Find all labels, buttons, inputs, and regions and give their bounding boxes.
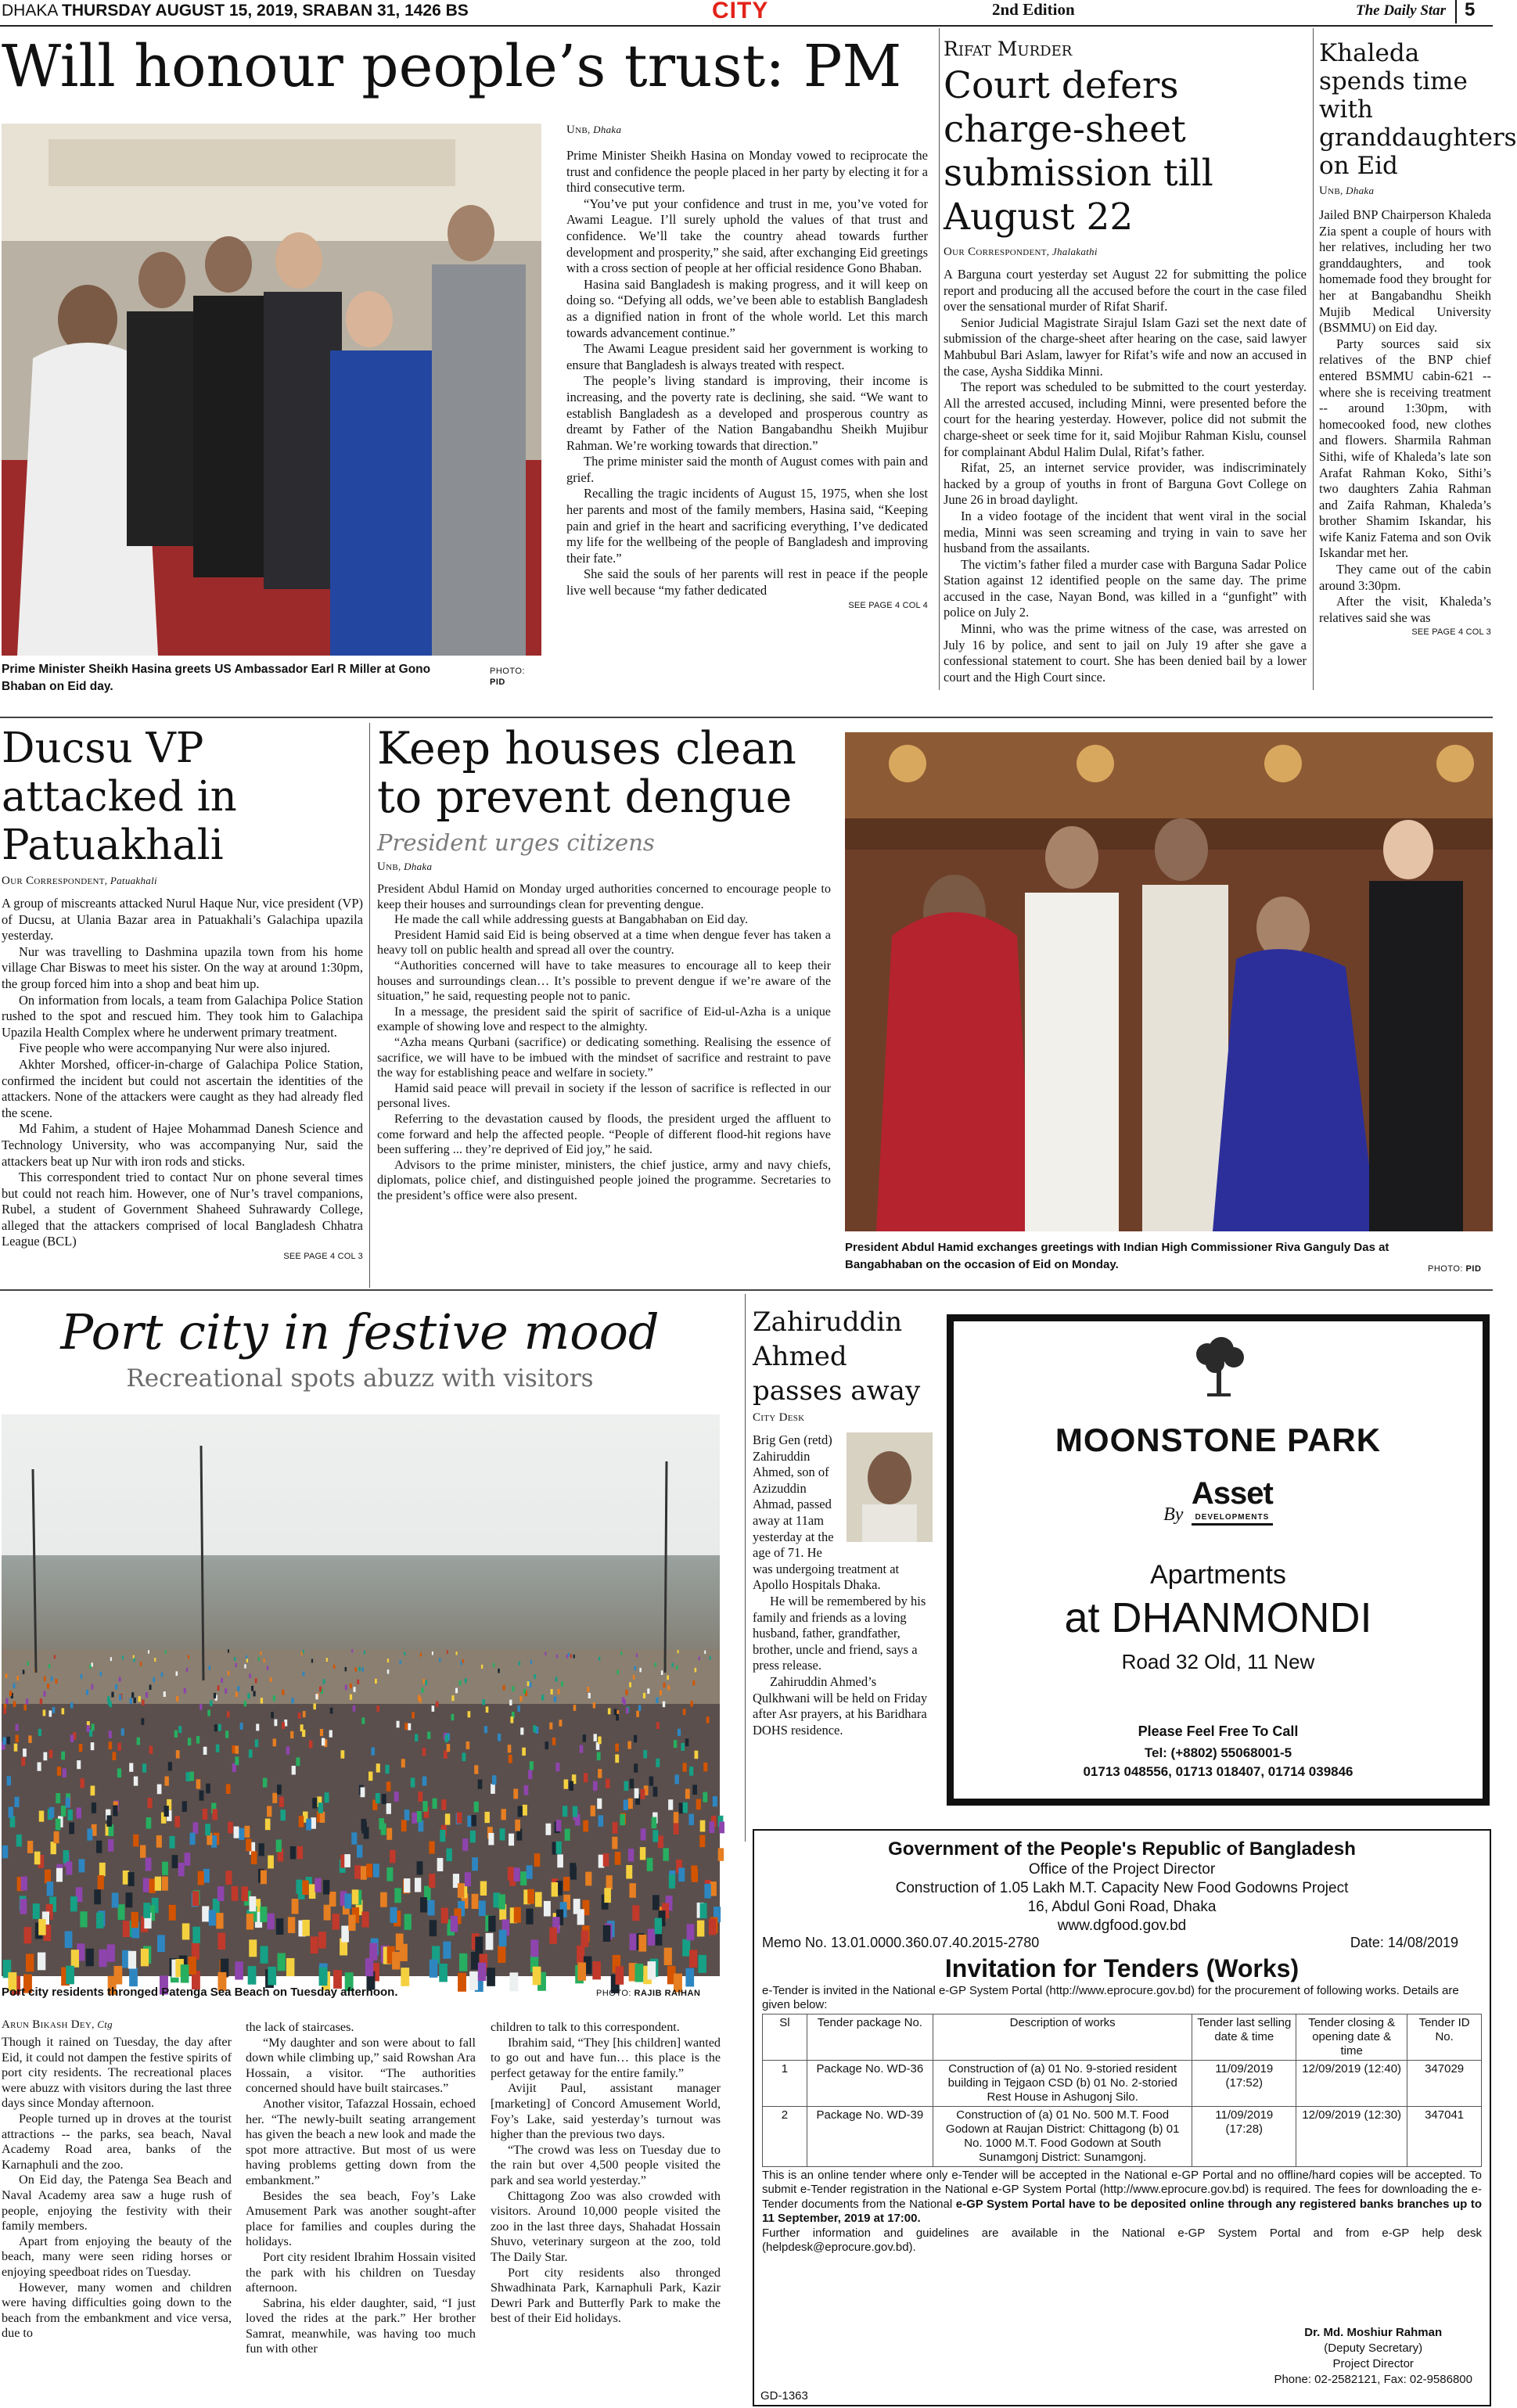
table-cell: Package No. WD-36 <box>807 2061 933 2107</box>
ducsu-story <box>2 724 363 1288</box>
paragraph: President Hamid said Eid is being observed at a time when dengue fever has taken a heavy toll on public health and spread all over the country. <box>377 927 831 958</box>
dengue-headline: Keep houses clean to prevent dengue <box>377 723 796 823</box>
paragraph: Brig Gen (retd) Zahiruddin Ahmed, son of Azizuddin Ahmad, passed away at 11am yesterday at the age of 71. He was undergoing treatment at Apollo Hospitals Dhaka. <box>753 1432 900 1593</box>
table-cell: 12/09/2019 (12:40) <box>1296 2061 1407 2107</box>
khaleda-story <box>1319 39 1517 701</box>
moonstone-tel: Tel: (+8802) 55068001-5 <box>1144 1745 1292 1760</box>
tender-address: 16, Abdul Goni Road, Dhaka <box>1027 1899 1217 1915</box>
beach-photo-caption: Port city residents thronged Patenga Sea Beach on Tuesday afternoon. <box>2 1986 398 1999</box>
section-label: CITY <box>712 0 769 23</box>
tender-column-header: Sl <box>763 2014 807 2061</box>
tree-logo-icon <box>1184 1339 1254 1401</box>
moonstone-brand: MOONSTONE PARK <box>1055 1421 1382 1458</box>
paragraph: Rifat, 25, an internet service provider, was indiscriminately hacked by a group of youths in front of Barguna Govt College on June 26 in broad daylight. <box>944 460 1307 508</box>
tender-column-header: Description of works <box>933 2014 1192 2061</box>
table-cell: Construction of (a) 01 No. 9-storied resident building in Tejgaon CSD (b) 01 No. 2-storied Rest House in Ashugonj Silo. <box>933 2061 1192 2107</box>
zahir-photo <box>847 1432 933 1542</box>
beach-photo <box>2 1414 720 1976</box>
table-cell: 12/09/2019 (12:30) <box>1296 2107 1407 2167</box>
paragraph: children to talk to this correspondent. <box>491 2020 680 2034</box>
zahir-story <box>753 1305 933 1821</box>
ducsu-byline: Our Correspondent, Patuakhali <box>2 875 157 887</box>
page-number-value: 5 <box>1465 0 1476 20</box>
paragraph: The victim’s father filed a murder case with Barguna Sadar Police Station against 12 identified people on the same day. The prime accused in the case, Nayan Bond, was killed in a “gunfight” with police on July 2. <box>944 556 1307 620</box>
table-cell: 11/09/2019 (17:28) <box>1192 2107 1296 2167</box>
paragraph: Advisors to the prime minister, ministers, the chief justice, army and navy chiefs, diplomats, police chief, and distinguished people joined the programme. Secretaries to the president’s office were also present. <box>377 1157 831 1202</box>
paragraph: On information from locals, a team from Galachipa Police Station rushed to the spot and rescued him. They took him to Galachipa Upazila Health Complex where he underwent primary treatment. <box>2 992 363 1040</box>
edition-label: 2nd Edition <box>992 0 1075 19</box>
paragraph: In a video footage of the incident that went viral in the social media, Minni was seen screaming and trying in vain to save her husband from the assailants. <box>944 508 1307 556</box>
table-row <box>763 2107 1482 2167</box>
paragraph: In a message, the president said the spirit of sacrifice of Eid-ul-Azha is a unique example of showing love and respect to the almighty. <box>377 1004 831 1034</box>
moonstone-line2: at DHANMONDI <box>1064 1594 1372 1641</box>
paragraph: Recalling the tragic incidents of August 15, 1975, when she lost her parents and most of the family members, Hasina said, “Keeping pain and grief in the heart and sacrificing everything, I’ve dedicated my life for the wellbeing of the people of Bangladesh and improving their fate.” <box>566 486 928 566</box>
table-cell: 11/09/2019 (17:52) <box>1192 2061 1296 2107</box>
tender-date: Date: 14/08/2019 <box>1350 1935 1458 1950</box>
paragraph: He made the call while addressing guests at Bangabhaban on Eid day. <box>394 912 749 927</box>
tender-intro: e-Tender is invited in the National e-GP System Portal (http://www.eprocure.gov.bd) for the procurement of following works. Details are given below: <box>762 1984 1459 2011</box>
paragraph: Party sources said six relatives of the BNP chief entered BSMMU cabin-621 -- where she is receiving treatment -- around 1:30pm, with homecooked food, new clothes and flowers. Sharmila Rahman Sithi, wife of Khaleda’s late son Arafat Rahman Koko, Sithi’s two daughters Zahia Rahman and Zaifa Rahman, Khaleda’s brother Shamim Iskandar, his wife Kaniz Fatema and son Ovik Iskandar met her. <box>1319 336 1491 561</box>
tender-column-header: Tender last selling date & time <box>1192 2014 1296 2061</box>
tender-ad <box>753 1829 1491 2406</box>
tender-column-header: Tender ID No. <box>1407 2014 1482 2061</box>
paragraph: Another visitor, Tafazzal Hossain, echoed her. “The newly-built seating arrangement has given the beach a new look and made the spot more attractive. But most of us were having problems getting down from the embankment.” <box>246 2096 476 2187</box>
paragraph: Apart from enjoying the beauty of the beach, many were seen riding horses or enjoying speedboat rides on Tuesday. <box>2 2234 232 2279</box>
paragraph: On Eid day, the Patenga Sea Beach and Naval Academy area saw a huge rush of people, enjoying the festivity with their family members. <box>2 2173 232 2234</box>
tender-table <box>762 2014 1482 2167</box>
table-cell: 1 <box>763 2061 807 2107</box>
tender-gov: Government of the People's Republic of Bangladesh <box>888 1838 1356 1860</box>
khaleda-byline: Unb, Dhaka <box>1319 185 1375 197</box>
paragraph: A group of miscreants attacked Nurul Haque Nur, vice president (VP) of Ducsu, at Ulania Bazar area in Patuakhali’s Galachipa upazila yesterday. <box>2 896 363 943</box>
paragraph: Port city resident Ibrahim Hossain visited the park with his children on Tuesday afternoon. <box>246 2249 476 2295</box>
paragraph: Five people who were accompanying Nur were also injured. <box>19 1040 331 1056</box>
port-deck: Recreational spots abuzz with visitors <box>126 1364 594 1393</box>
president-photo <box>845 732 1493 1231</box>
paragraph: Avijit Paul, assistant manager [marketing] of Concord Amusement World, Foy’s Lake, said yesterday’s turnout was higher than the previous two days. <box>491 2081 721 2142</box>
paragraph: They came out of the cabin around 3:30pm. <box>1319 562 1491 593</box>
pm-photo-credit: PHOTO: PID <box>490 667 525 687</box>
moonstone-road: Road 32 Old, 11 New <box>1121 1650 1315 1673</box>
paragraph: After the visit, Khaleda’s relatives said she was <box>1319 594 1491 625</box>
khaleda-continued: SEE PAGE 4 COL 3 <box>1411 627 1491 638</box>
paragraph: The people’s living standard is improving, their income is increasing, and the poverty rate is declining, she said. “We want to establish Bangladesh as a developed and prosperous country as dreamt by Father of the Nation Bangabandhu Sheikh Mujibur Rahman. We’re working towards that direction.” <box>566 373 928 453</box>
paragraph: She said the souls of her parents will rest in peace if the people live well because “my father dedicated <box>566 566 928 598</box>
pm-photo-caption: Prime Minister Sheikh Hasina greets US Ambassador Earl R Miller at Gono Bhaban on Eid day. <box>2 663 431 693</box>
paragraph: People turned up in droves at the tourist attractions -- the parks, sea beach, Naval Academy Road area, banks of the Karnaphuli and the zoo. <box>2 2111 232 2172</box>
zahir-headline: Zahiruddin Ahmed passes away <box>753 1306 921 1407</box>
dengue-byline: Unb, Dhaka <box>377 861 433 873</box>
table-cell: Package No. WD-39 <box>807 2107 933 2167</box>
beach-photo-credit: PHOTO: RAJIB RAIHAN <box>596 1989 701 1998</box>
paragraph: Jailed BNP Chairperson Khaleda Zia spent a couple of hours with her relatives, including her two granddaughters, and took homemade food they brought for her at Bangabandhu Sheikh Mujib Medical University (BSMMU) on Eid day. <box>1319 207 1491 336</box>
tender-ref: GD-1363 <box>760 2389 808 2403</box>
paragraph: Port city residents also thronged Shwadhinata Park, Karnaphuli Park, Kazir Dewri Park and Butterfly Park to make the best of their Eid holidays. <box>491 2265 721 2326</box>
table-row <box>763 2061 1482 2107</box>
paragraph: “The crowd was less on Tuesday due to the rain but over 4,500 people visited the park and sea world yesterday.” <box>491 2142 721 2187</box>
pm-headline: Will honour people’s trust: PM <box>2 33 902 100</box>
asset-logo: Asset DEVELOPMENTS <box>1192 1478 1273 1526</box>
paragraph: “Authorities concerned will have to take measures to encourage all to keep their houses and surroundings clean… It’s possible to prevent dengue if we’re aware of the situation,” he said, requesting people not to panic. <box>377 958 831 1004</box>
tender-notes: This is an online tender where only e-Tender will be accepted in the National e-GP Portal and no offline/hard copies will be accepted. To submit e-Tender registration in the National e-GP System Portal (http://www.eprocure.gov.bd) is required. The fees for downloading the e-Tender documents from the National e-GP System Portal have to be deposited online through any registered banks branches up to 11 September, 2019 at 17:00. Further information and guidelines are available in the National e-GP System Portal and from e-GP help desk (helpdesk@eprocure.gov.bd). <box>762 2169 1483 2255</box>
dengue-deck: President urges citizens <box>377 829 655 856</box>
paragraph: Sabrina, his elder daughter, said, “I just loved the rides at the park.” Her brother Samrat, meanwhile, was having too much fun with other <box>246 2295 476 2356</box>
paragraph: Ibrahim said, “They [his children] wanted to go out and have fun… this place is the perfect getaway for the entire family.” <box>491 2035 721 2080</box>
paragraph: The Awami League president said her government is working to ensure that Bangladesh is always treated with respect. <box>566 341 928 372</box>
paragraph: Minni, who was the prime witness of the case, was arrested on July 16 by police, and sent to jail on July 19 after she gave a confessional statement to court. She has been denied bail by a lower court and the High Court since. <box>944 621 1307 685</box>
tender-memo: Memo No. 13.01.0000.360.07.40.2015-2780 <box>762 1935 1040 1950</box>
paragraph: However, many women and children were having difficulties going down to the beach from the embankment and vice versa, due to <box>2 2280 232 2341</box>
pm-byline: Unb, Dhaka <box>566 124 622 136</box>
tender-signer: Dr. Md. Moshiur Rahman (Deputy Secretary) Project Director Phone: 02-2582121, Fax: 02-9586800 <box>1274 2326 1472 2386</box>
paragraph: Prime Minister Sheikh Hasina on Monday vowed to reciprocate the trust and confidence the people placed in her party by electing it for a third consecutive term. <box>566 148 928 196</box>
table-cell: 347029 <box>1407 2061 1482 2107</box>
tender-title: Invitation for Tenders (Works) <box>944 1954 1300 1982</box>
paragraph: A Barguna court yesterday set August 22 for submitting the police report and producing all the accused before the court in the case filed over the sensational murder of Rifat Sharif. <box>944 267 1307 314</box>
paragraph: Chittagong Zoo was also crowded with visitors. Around 10,000 people visited the zoo in the last three days, Shahadat Hossain Shuvo, veterinary surgeon at the zoo, told The Daily Star. <box>491 2188 721 2264</box>
moonstone-mobiles: 01713 048556, 01713 018407, 01714 039846 <box>1083 1764 1353 1779</box>
moonstone-ad <box>947 1314 1490 1806</box>
table-cell: 2 <box>763 2107 807 2167</box>
moonstone-call: Please Feel Free To Call <box>1138 1723 1299 1739</box>
paragraph: Hasina said Bangladesh is making progress, and it will keep on doing so. “Defying all odds, we’ve been able to establish Bangladesh as a dignified nation in front of the whole world. Let this march towards advancement continue.” <box>566 276 928 340</box>
ducsu-headline: Ducsu VP attacked in Patuakhali <box>2 724 237 869</box>
paragraph: Md Fahim, a student of Hajee Mohammad Danesh Science and Technology University, who was accompanying Nur, said the attackers beat up Nur with iron rods and sticks. <box>2 1121 363 1169</box>
rifat-story <box>944 39 1307 693</box>
ducsu-continued: SEE PAGE 4 COL 3 <box>283 1252 363 1262</box>
port-headline: Port city in festive mood <box>60 1303 660 1360</box>
paragraph: “Azha means Qurbani (sacrifice) or dedicating something. Realising the essence of sacrifice, we will have to be imbued with the mindset of sacrifice and restraint to pave the way for establishing peace and welfare in society.” <box>377 1034 831 1080</box>
tender-column-header: Tender closing & opening date & time <box>1296 2014 1407 2061</box>
masthead: The Daily Star <box>1356 2 1447 19</box>
pm-story-body <box>566 124 928 688</box>
paragraph: Hamid said peace will prevail in society if the lesson of sacrifice is reflected in our personal lives. <box>377 1080 831 1111</box>
paragraph: He will be remembered by his family and friends as a loving husband, father, grandfather, brother, uncle and friend, says a press release. <box>753 1593 926 1673</box>
port-col1 <box>2 2018 232 2405</box>
president-photo-credit: PHOTO: PID <box>1428 1264 1482 1274</box>
paragraph: Akhter Morshed, officer-in-charge of Galachipa Police Station, confirmed the incident but could not ascertain the identities of the attackers. None of the attackers were caught as they had already fled the scene. <box>2 1056 363 1120</box>
paragraph: “You’ve put your confidence and trust in me, you’ve voted for Awami League. I’ll surely uphold the values of that trust and confidence. We’ll take the country ahead towards further development and prosperity,” she said, after exchanging Eid greetings with a cross section of people at her official residence Gono Bhaban. <box>566 196 928 276</box>
page-header <box>0 0 1493 25</box>
tender-column-header: Tender package No. <box>807 2014 933 2061</box>
paragraph: The report was scheduled to be submitted to the court yesterday. All the arrested accused, including Minni, were presented before the court for the hearing yesterday. However, police did not submit the charge-sheet or seek time for it, said Mojibur Rahman Kislu, counsel for complainant Abdul Halim Dulal, Rifat’s father. <box>944 379 1307 459</box>
paragraph: This correspondent tried to contact Nur on phone several times but could not reach him. However, one of Nur’s travel companions, Rubel, a student of Government Shaheed Suhrawardy College, alleged that the attackers comprised of local Bangladesh Chhatra League (BCL) <box>2 1170 363 1249</box>
table-cell: Construction of (a) 01 No. 500 M.T. Food Godown at Raujan District: Chittagong (b) 01 No. 1000 M.T. Food Godown at South Sunamgonj District: Sunamgonj. <box>933 2107 1192 2167</box>
president-photo-caption: President Abdul Hamid exchanges greetings with Indian High Commissioner Riva Ganguly Das at Bangabhaban on the occasion of Eid on Monday. <box>845 1241 1389 1271</box>
zahir-byline: City Desk <box>753 1411 805 1424</box>
paragraph: “My daughter and son were about to fall down while climbing up,” said Rowshan Ara Hossain, a visitor. “The authorities concerned should have built staircases.” <box>246 2035 476 2096</box>
pm-continued: SEE PAGE 4 COL 4 <box>848 600 928 610</box>
dateline: DHAKA THURSDAY AUGUST 15, 2019, SRABAN 31, 1426 BS <box>2 2 469 20</box>
table-cell: 347041 <box>1407 2107 1482 2167</box>
tender-project: Construction of 1.05 Lakh M.T. Capacity New Food Godowns Project <box>895 1880 1349 1896</box>
paragraph: Zahiruddin Ahmed’s Qulkhwani will be held on Friday after Asr prayers, at his Baridhara DOHS residence. <box>753 1673 928 1738</box>
paragraph: Nur was travelling to Dashmina upazila town from his home village Char Biswas to meet his sister. On the way at around 1:30pm, the group forced him into a shop and beat him up. <box>2 943 363 991</box>
paragraph: The prime minister said the month of August comes with pain and grief. <box>566 454 928 485</box>
paragraph: Senior Judicial Magistrate Sirajul Islam Gazi set the next date of submission of the charge-sheet after hearing on the case, said lawyer Mahbubul Bari Aslam, lawyer for Rifat’s wife and now an accused in the case, Aysha Siddika Minni. <box>944 314 1307 379</box>
paragraph: Referring to the devastation caused by floods, the president urged the affluent to come forward and help the affected people. “People of different flood-hit regions have been suffering ... they’re deprived of Eid joy,” he said. <box>377 1111 831 1157</box>
tender-office: Office of the Project Director <box>1028 1861 1216 1878</box>
paragraph: President Abdul Hamid on Monday urged authorities concerned to encourage people to keep their houses and surroundings clean for preventing dengue. <box>377 882 831 911</box>
port-col2 <box>246 2020 476 2405</box>
paragraph: Besides the sea beach, Foy’s Lake Amusement Park was another sought-after place for families and couples during the holidays. <box>246 2188 476 2249</box>
rifat-headline: Court defers charge-sheet submission till August 22 <box>944 64 1213 239</box>
dengue-story <box>377 724 831 1288</box>
port-col3 <box>491 2020 721 2405</box>
rifat-kicker: Rifat Murder <box>944 38 1073 60</box>
rifat-byline: Our Correspondent, Jhalakathi <box>944 246 1098 258</box>
tender-web: www.dgfood.gov.bd <box>1057 1917 1187 1934</box>
moonstone-by: By <box>1163 1504 1184 1525</box>
moonstone-line1: Apartments <box>1150 1560 1286 1590</box>
port-byline: Arun Bikash Dey, Ctg <box>2 2018 113 2031</box>
paragraph: the lack of staircases. <box>246 2020 354 2034</box>
pm-photo <box>2 124 541 656</box>
paragraph: Though it rained on Tuesday, the day after Eid, it could not dampen the festive spirits of port city residents. The recreational places were abuzz with visitors during the last three days since Monday afternoon. <box>2 2035 232 2111</box>
page-number <box>1455 0 1457 23</box>
khaleda-headline: Khaleda spends time with granddaughters on Eid <box>1319 39 1517 180</box>
